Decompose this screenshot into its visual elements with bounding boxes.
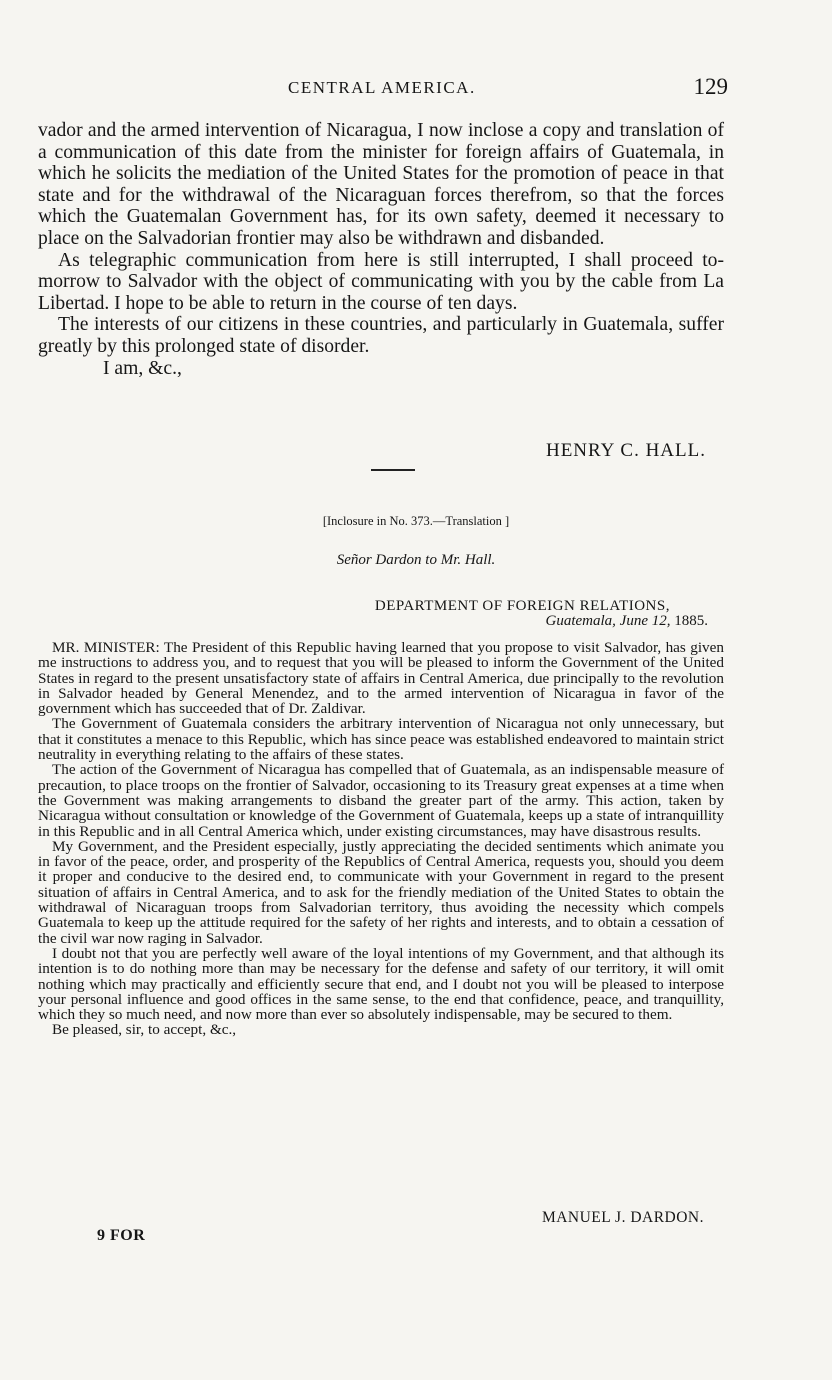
letter-paragraph: vador and the armed intervention of Nicaragua, I now inclose a copy and translation of a communication of this date from the minister for foreign affairs of Guatemala, in which he solicits the mediation of the United States for the promotion of peace in that state and for the withdrawal of the Nicaraguan forces therefrom, so that the forces which the Guatemalan Government has, for its own safety, deemed it necessary to place on the Salvadorian frontier may also be withdrawn and disbanded.	[38, 120, 724, 249]
inclosure-signature: MANUEL J. DARDON.	[541, 1209, 704, 1226]
printer-signature-mark: 9 FOR	[97, 1227, 146, 1244]
inclosure-paragraph-text: The President of this Republic having learned that you propose to visit Salvador, has given me instructions to address you, and to request that you will be pleased to inform the Government of the United States in regard to the present unsatisfactory state of affairs in Central America, due principally to the revolution in Salvador headed by General Menendez, and to the armed intervention of Nicaragua in favor of the government which has succeeded that of Dr. Zaldivar.	[38, 639, 724, 718]
inclosure-title: Señor Dardon to Mr. Hall.	[336, 552, 496, 568]
running-head	[38, 76, 728, 102]
page-number: 129	[693, 74, 728, 99]
department-heading: DEPARTMENT OF FOREIGN RELATIONS,	[374, 598, 670, 614]
place-date-place: Guatemala, June 12,	[545, 613, 671, 629]
section-divider	[371, 469, 415, 471]
inclosure-paragraph: My Government, and the President especially, justly appreciating the decided sentiments which animate you in favor of the peace, order, and prosperity of the Republics of Central America, requests you, should you deem it proper and conducive to the desired end, to communicate with your Government in regard to the present situation of affairs in Central America, and to ask for the friendly mediation of the United States to obtain the withdrawal of Nicaraguan troops from Salvadorian territory, thus avoiding the necessity which compels Guatemala to keep up the attitude required for the safety of her rights and interests, and to obtain a cessation of the civil war now raging in Salvador.	[38, 837, 724, 947]
letter-paragraph: As telegraphic communication from here is still interrupted, I shall proceed to-morrow to Salvador with the object of communicating with you by the cable from La Libertad. I hope to be able to return in the course of ten days.	[38, 249, 724, 314]
letter-signature: HENRY C. HALL.	[545, 440, 706, 461]
inclosure-paragraph: I doubt not that you are perfectly well aware of the loyal intentions of my Government, and that although its intention is to do nothing more than may be necessary for the defense and safety of our territory, it will omit nothing which may practically and efficiently secure that end, and I doubt not you will be pleased to interpose your personal influence and good offices in the same sense, to the end that confidence, peace, and tranquillity, which they so much need, and now more than ever so absolutely indispensable, may be secured to them.	[38, 944, 724, 1024]
running-title: CENTRAL AMERICA.	[288, 78, 476, 97]
inclosure-note: [Inclosure in No. 373.—Translation ]	[322, 514, 510, 528]
place-date	[546, 613, 708, 630]
letter-body	[38, 120, 724, 379]
letter-closing: I am, &c.,	[103, 357, 182, 379]
inclosure-paragraph: The Government of Guatemala considers the arbitrary intervention of Nicaragua not only unnecessary, but that it constitutes a menace to this Republic, which has since peace was established endeavored to maintain strict neutrality in everything relating to the affairs of these states.	[38, 715, 724, 764]
inclosure-paragraph: The action of the Government of Nicaragua has compelled that of Guatemala, as an indispensable measure of precaution, to place troops on the frontier of Salvador, occasioning to its Treasury great expenses at a time when the Government was making arrangements to disband the greater part of the army. This action, taken by Nicaragua without consultation or knowledge of the Government of Guatemala, keeps up a state of intranquillity in this Republic and in all Central America which, under existing circumstances, may have disastrous results.	[38, 761, 724, 840]
inclosure-paragraph	[38, 640, 724, 716]
place-date-year: 1885.	[674, 613, 708, 629]
salutation: MR. MINISTER:	[52, 639, 160, 656]
inclosure-closing: Be pleased, sir, to accept, &c.,	[52, 1021, 237, 1039]
inclosure-body	[38, 640, 724, 1038]
letter-paragraph: The interests of our citizens in these countries, and particularly in Guatemala, suffer greatly by this prolonged state of disorder.	[38, 314, 724, 357]
